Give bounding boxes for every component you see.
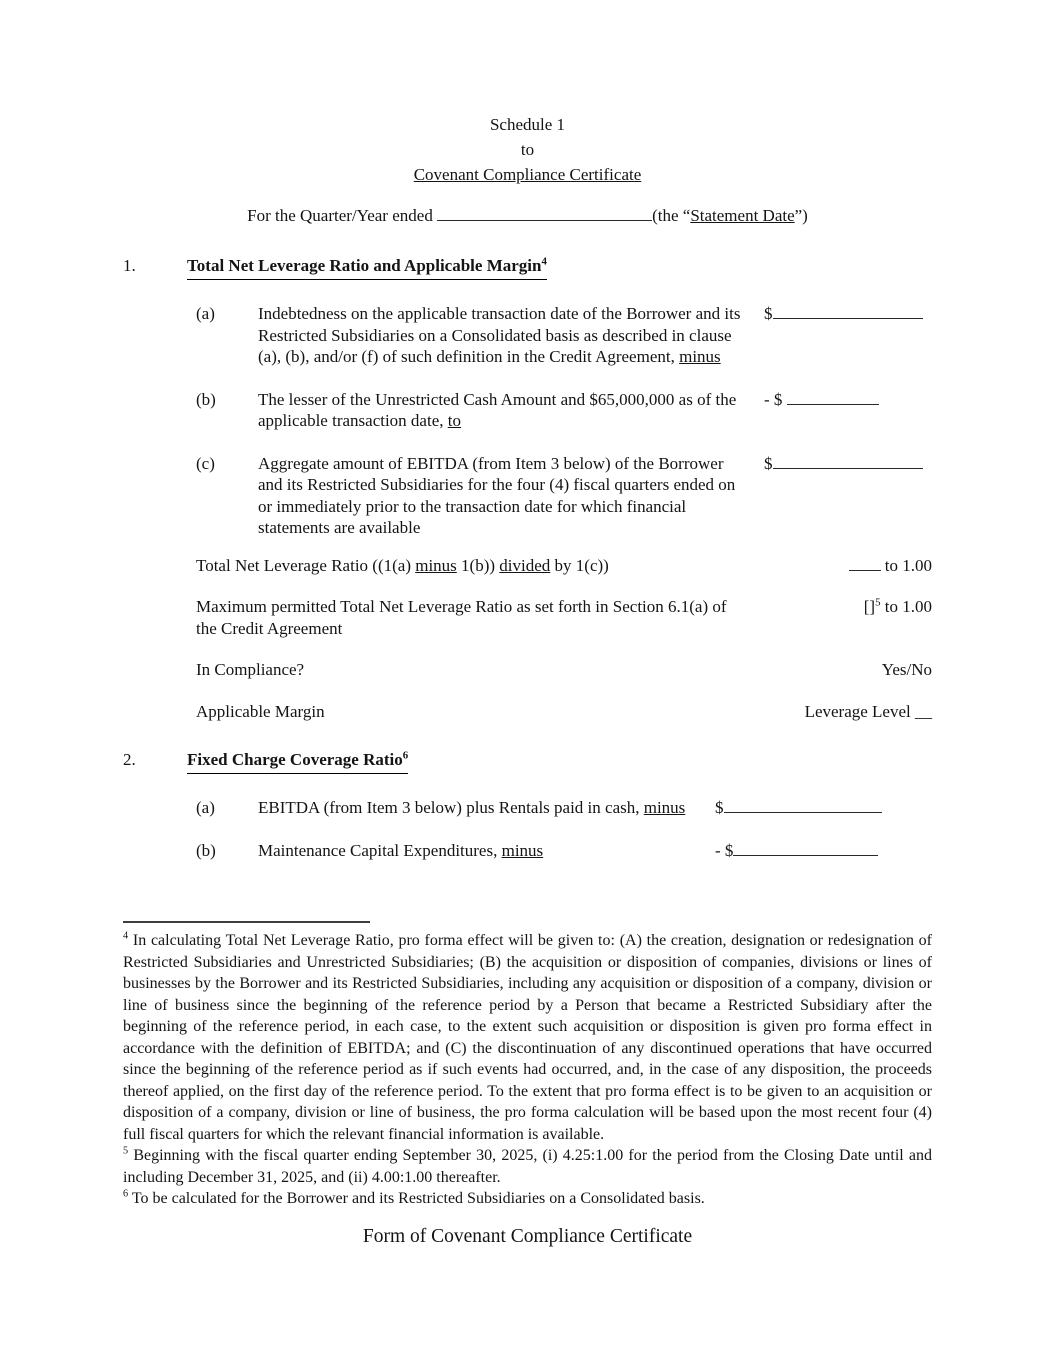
item-2b-text-underlined: minus (501, 840, 544, 860)
item-2a-text-underlined: minus (643, 798, 686, 817)
compliance-answer: Yes/No (881, 660, 932, 679)
item-2a-amount-field (715, 797, 882, 819)
dollar-sign: $ (715, 798, 724, 817)
section-2-title (187, 748, 408, 774)
max-leverage-ratio-row (123, 596, 932, 639)
footnote-4-text: In calculating Total Net Leverage Ratio, pro forma effect will be given to: (A) the creation, designation or redesignation of Restricted Subsidiaries and Unrestricted Subsidiaries; (B) the acquisition or disposition of companies, divisions or lines of businesses by the Borrower and its Restricted Subsidiaries, including any acquisition or disposition of a company, division or line of business since the beginning of the reference period by a Person that became a Restricted Subsidiary after the beginning of the reference period, in each case, to the extent such acquisition or disposition is given pro forma effect in accordance with the definition of EBITDA; and (C) the discontinuation of any discontinued operations that have occurred since the beginning of the reference period as if such events had occurred, and, in the case of any disposition, the proceeds thereof applied, on the first day of the reference period. To the extent that pro forma effect is to be given to an acquisition or disposition of a company, division or line of business, the pro forma calculation will be based upon the most recent four (4) full fiscal quarters for which the relevant financial information is available. (123, 932, 933, 1143)
footnote-ref-4: 4 (541, 255, 547, 268)
certificate-title-text: Covenant Compliance Certificate (413, 165, 642, 184)
item-1b-row (123, 389, 932, 432)
section-2-title-text: Fixed Charge Coverage Ratio (187, 750, 403, 769)
item-2a-text (258, 797, 693, 819)
item-1b-text-underlined: to (447, 411, 461, 430)
schedule-to-line: to (520, 140, 535, 159)
item-1b-amount-field (764, 389, 879, 432)
ratio-suffix: to 1.00 (884, 597, 932, 616)
item-1a-text (258, 303, 742, 368)
footnote-5-text: Beginning with the fiscal quarter ending September 30, 2025, (i) 4.25:1.00 for the period from the Closing Date until and including December 31, 2025, and (ii) 4.00:1.00 thereafter. (123, 1147, 933, 1186)
item-1a-label: (a) (196, 304, 215, 323)
item-2a-blank-line (724, 797, 882, 813)
applicable-margin-row (123, 701, 932, 723)
item-1a-blank-line (773, 303, 923, 319)
minus-dollar-sign: - $ (764, 389, 783, 409)
footnote-5-marker: 5 (123, 1145, 129, 1157)
footnote-5 (123, 1145, 932, 1188)
period-prefix: For the Quarter/Year ended (247, 206, 433, 225)
period-open: (the “ (652, 206, 691, 225)
footer-title: Form of Covenant Compliance Certificate (362, 1225, 693, 1247)
compliance-row (123, 659, 932, 681)
item-1a-text-underlined: minus (679, 347, 721, 366)
item-1b-label: (b) (196, 389, 216, 409)
item-2b-text (258, 840, 693, 862)
item-1c-text-main: Aggregate amount of EBITDA (from Item 3 below) of the Borrower and its Restricted Subsidiaries for the four (4) fiscal quarters ended on or immediately prior to the transaction date for which financial statements are available (258, 453, 736, 537)
bracket-placeholder: [] (863, 597, 876, 616)
item-2a-row (123, 797, 932, 819)
max-leverage-ratio-text: Maximum permitted Total Net Leverage Ratio as set forth in Section 6.1(a) of the Credit Agreement (196, 597, 727, 638)
dollar-sign: $ (764, 453, 773, 473)
item-1a-row (123, 303, 932, 368)
item-1c-row (123, 453, 932, 539)
total-leverage-ratio-text (196, 555, 748, 577)
item-2b-blank-line (733, 840, 878, 856)
footnote-6-text: To be calculated for the Borrower and its Restricted Subsidiaries on a Consolidated basis. (131, 1190, 705, 1207)
total-line-seg: by 1(c)) (550, 555, 609, 575)
period-close: ”) (794, 206, 808, 225)
section-2-number: 2. (123, 750, 136, 769)
total-leverage-ratio-value (748, 555, 932, 577)
statement-date-term: Statement Date (690, 206, 795, 225)
total-leverage-ratio-row (123, 555, 932, 577)
leverage-level-value: Leverage Level __ (804, 701, 932, 721)
schedule-title: Schedule 1 (489, 115, 566, 134)
total-line-divided: divided (499, 555, 551, 575)
section-1-title (187, 254, 547, 280)
footnotes-block (123, 930, 932, 1210)
item-1b-text (258, 389, 742, 432)
total-line-seg: 1(b)) (456, 555, 500, 575)
item-1b-text-main: The lesser of the Unrestricted Cash Amount and $65,000,000 as of the applicable transaction date, (258, 389, 737, 430)
section-1-number: 1. (123, 256, 136, 275)
item-1c-text (258, 453, 742, 539)
item-2b-row (123, 840, 932, 862)
section-2-heading (123, 748, 932, 774)
footnote-4 (123, 930, 932, 1145)
item-1c-blank-line (773, 453, 923, 469)
footnote-6-marker: 6 (123, 1188, 129, 1200)
compliance-question: In Compliance? (196, 660, 305, 679)
ratio-blank-line (849, 555, 881, 571)
certificate-title (123, 162, 932, 187)
minus-dollar-sign: - $ (715, 840, 734, 860)
section-1-heading (123, 254, 932, 280)
item-1c-label: (c) (196, 453, 215, 473)
applicable-margin-label: Applicable Margin (196, 701, 325, 721)
item-2b-amount-field (715, 840, 878, 862)
total-line-minus: minus (415, 555, 457, 575)
item-1a-text-main: Indebtedness on the applicable transaction date of the Borrower and its Restricted Subsidiaries on a Consolidated basis as described in clause (a), (b), and/or (f) of such definition in the Credit Agreement, (258, 304, 741, 366)
item-2b-text-main: Maintenance Capital Expenditures, (258, 840, 502, 860)
section-1-title-text: Total Net Leverage Ratio and Applicable Margin (187, 256, 542, 275)
item-2a-label: (a) (196, 798, 215, 817)
footnote-ref-6: 6 (402, 749, 409, 762)
item-1c-amount-field (764, 453, 923, 539)
footnote-separator (123, 921, 370, 923)
item-2a-text-main: EBITDA (from Item 3 below) plus Rentals paid in cash, (258, 798, 644, 817)
item-2b-label: (b) (196, 840, 216, 860)
total-line-seg: Total Net Leverage Ratio ((1(a) (196, 555, 416, 575)
footnote-ref-5: 5 (875, 596, 881, 609)
footnote-4-marker: 4 (123, 930, 129, 942)
item-1a-amount-field (764, 303, 923, 368)
item-1b-blank-line (787, 389, 879, 405)
footnote-6 (123, 1188, 932, 1210)
max-leverage-ratio-value (748, 596, 932, 639)
dollar-sign: $ (764, 304, 773, 323)
ratio-suffix: to 1.00 (884, 555, 932, 575)
period-line (123, 204, 932, 228)
period-blank-field (437, 205, 652, 221)
